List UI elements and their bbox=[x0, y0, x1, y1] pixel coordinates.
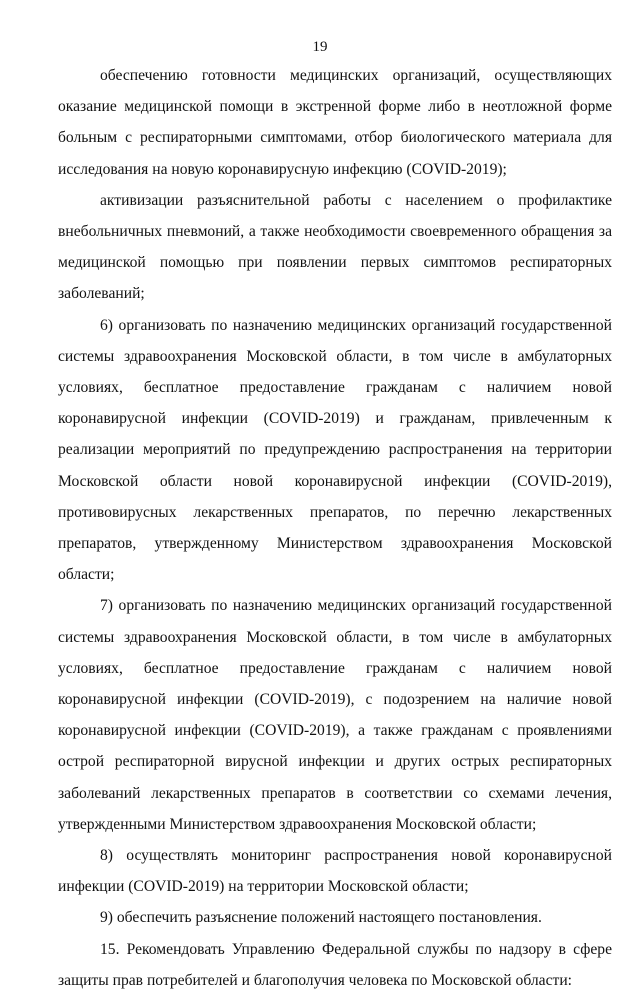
paragraph-item-15-recommendation: 15. Рекомендовать Управлению Федеральной службы по надзору в сфере защиты прав потребителей и благополучия человека по Московской области: bbox=[58, 940, 612, 989]
paragraph-medical-readiness: обеспечению готовности медицинских организаций, осуществляющих оказание медицинской помощи в экстренной форме либо в неотложной форме больным с респираторными симптомами, отбор биологического материала для исследования на новую коронавирусную инфекцию (COVID-2019); bbox=[58, 67, 612, 178]
page-number: 19 bbox=[312, 39, 328, 55]
document-body bbox=[58, 60, 612, 996]
paragraph-item-9-explanation: 9) обеспечить разъяснение положений настоящего постановления. bbox=[100, 909, 542, 927]
paragraph-item-7-treatment-drugs: 7) организовать по назначению медицинских организаций государственной системы здравоохранения Московской области, в том числе в амбулаторных условиях, бесплатное предоставление гражданам с наличием новой коронавирусной инфекции (COVID-2019), с подозрением на наличие новой коронавирусной инфекции (COVID-2019), а также гражданам с проявлениями острой респираторной вирусной инфекции и других острых респираторных заболеваний лекарственных препаратов в соответствии со схемами лечения, утвержденными Министерством здравоохранения Московской области; bbox=[58, 597, 612, 833]
paragraph-item-6-antiviral-drugs: 6) организовать по назначению медицинских организаций государственной системы здравоохранения Московской области, в том числе в амбулаторных условиях, бесплатное предоставление гражданам с наличием новой коронавирусной инфекции (COVID-2019) и гражданам, привлеченным к реализации мероприятий по предупреждению распространения на территории Московской области новой коронавирусной инфекции (COVID-2019), противовирусных лекарственных препаратов, по перечню лекарственных препаратов, утвержденному Министерством здравоохранения Московской области; bbox=[58, 316, 612, 584]
paragraph-item-8-monitoring: 8) осуществлять мониторинг распространения новой коронавирусной инфекции (COVID-2019) на территории Московской области; bbox=[58, 847, 612, 896]
paragraph-public-outreach: активизации разъяснительной работы с населением о профилактике внебольничных пневмоний, а также необходимости своевременного обращения за медицинской помощью при появлении первых симптомов респираторных заболеваний; bbox=[58, 191, 612, 303]
